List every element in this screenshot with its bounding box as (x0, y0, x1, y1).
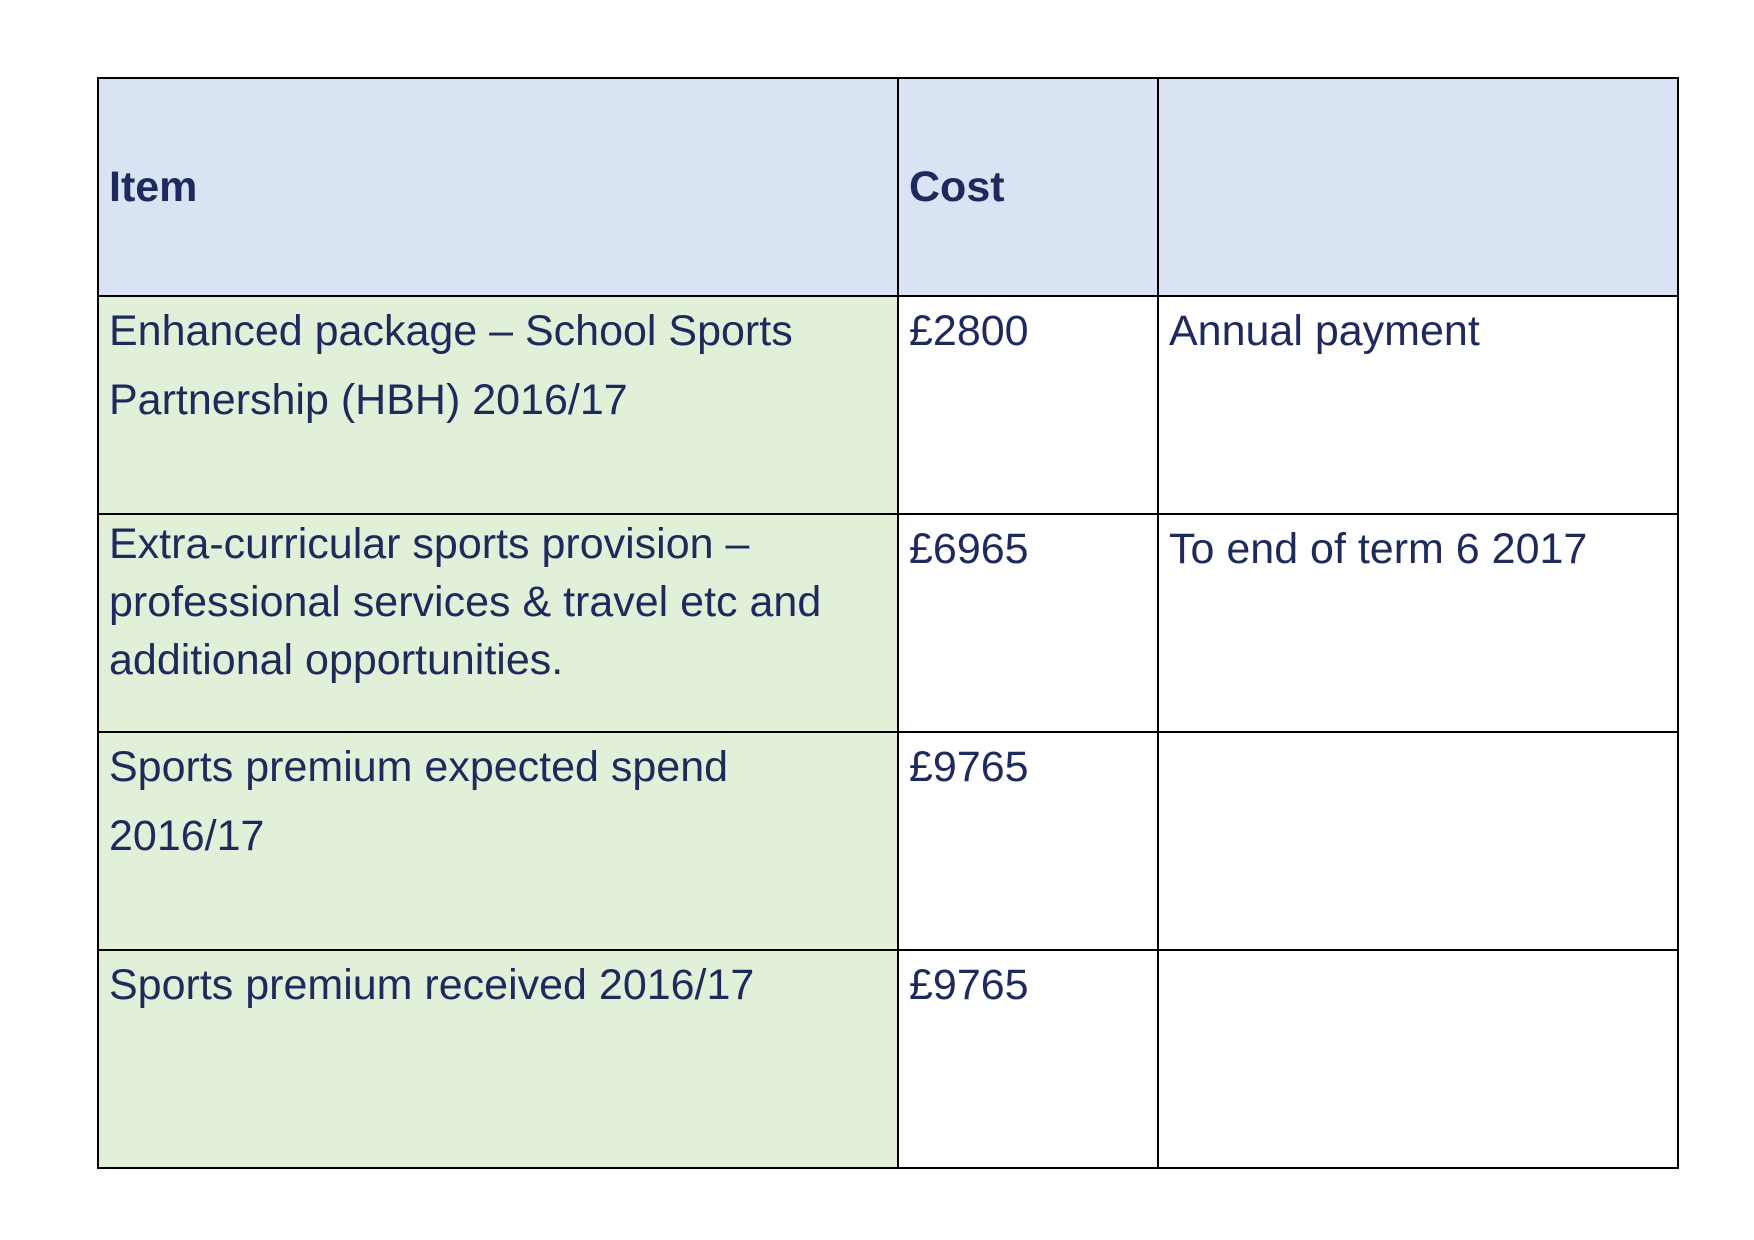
table-header-row (98, 78, 1678, 296)
header-note (1158, 78, 1678, 296)
item-cell: Sports premium expected spend 2016/17 (98, 732, 898, 950)
header-item: Item (98, 78, 898, 296)
table-row (98, 732, 1678, 950)
total-received-cost: £9765 (898, 950, 1158, 1168)
total-expected-cost: £9765 (898, 732, 1158, 950)
header-cost: Cost (898, 78, 1158, 296)
sports-premium-table (97, 77, 1679, 1169)
item-cell: Sports premium received 2016/17 (98, 950, 898, 1168)
table-row (98, 296, 1678, 514)
item-cell: Enhanced package – School Sports Partnership (HBH) 2016/17 (98, 296, 898, 514)
cost-cell: £6965 (898, 514, 1158, 732)
note-cell: Annual payment (1158, 296, 1678, 514)
note-cell: To end of term 6 2017 (1158, 514, 1678, 732)
note-cell (1158, 950, 1678, 1168)
note-cell (1158, 732, 1678, 950)
table-row (98, 514, 1678, 732)
table-row (98, 950, 1678, 1168)
item-cell: Extra-curricular sports provision – professional services & travel etc and additional opportunities. (98, 514, 898, 732)
cost-cell: £2800 (898, 296, 1158, 514)
